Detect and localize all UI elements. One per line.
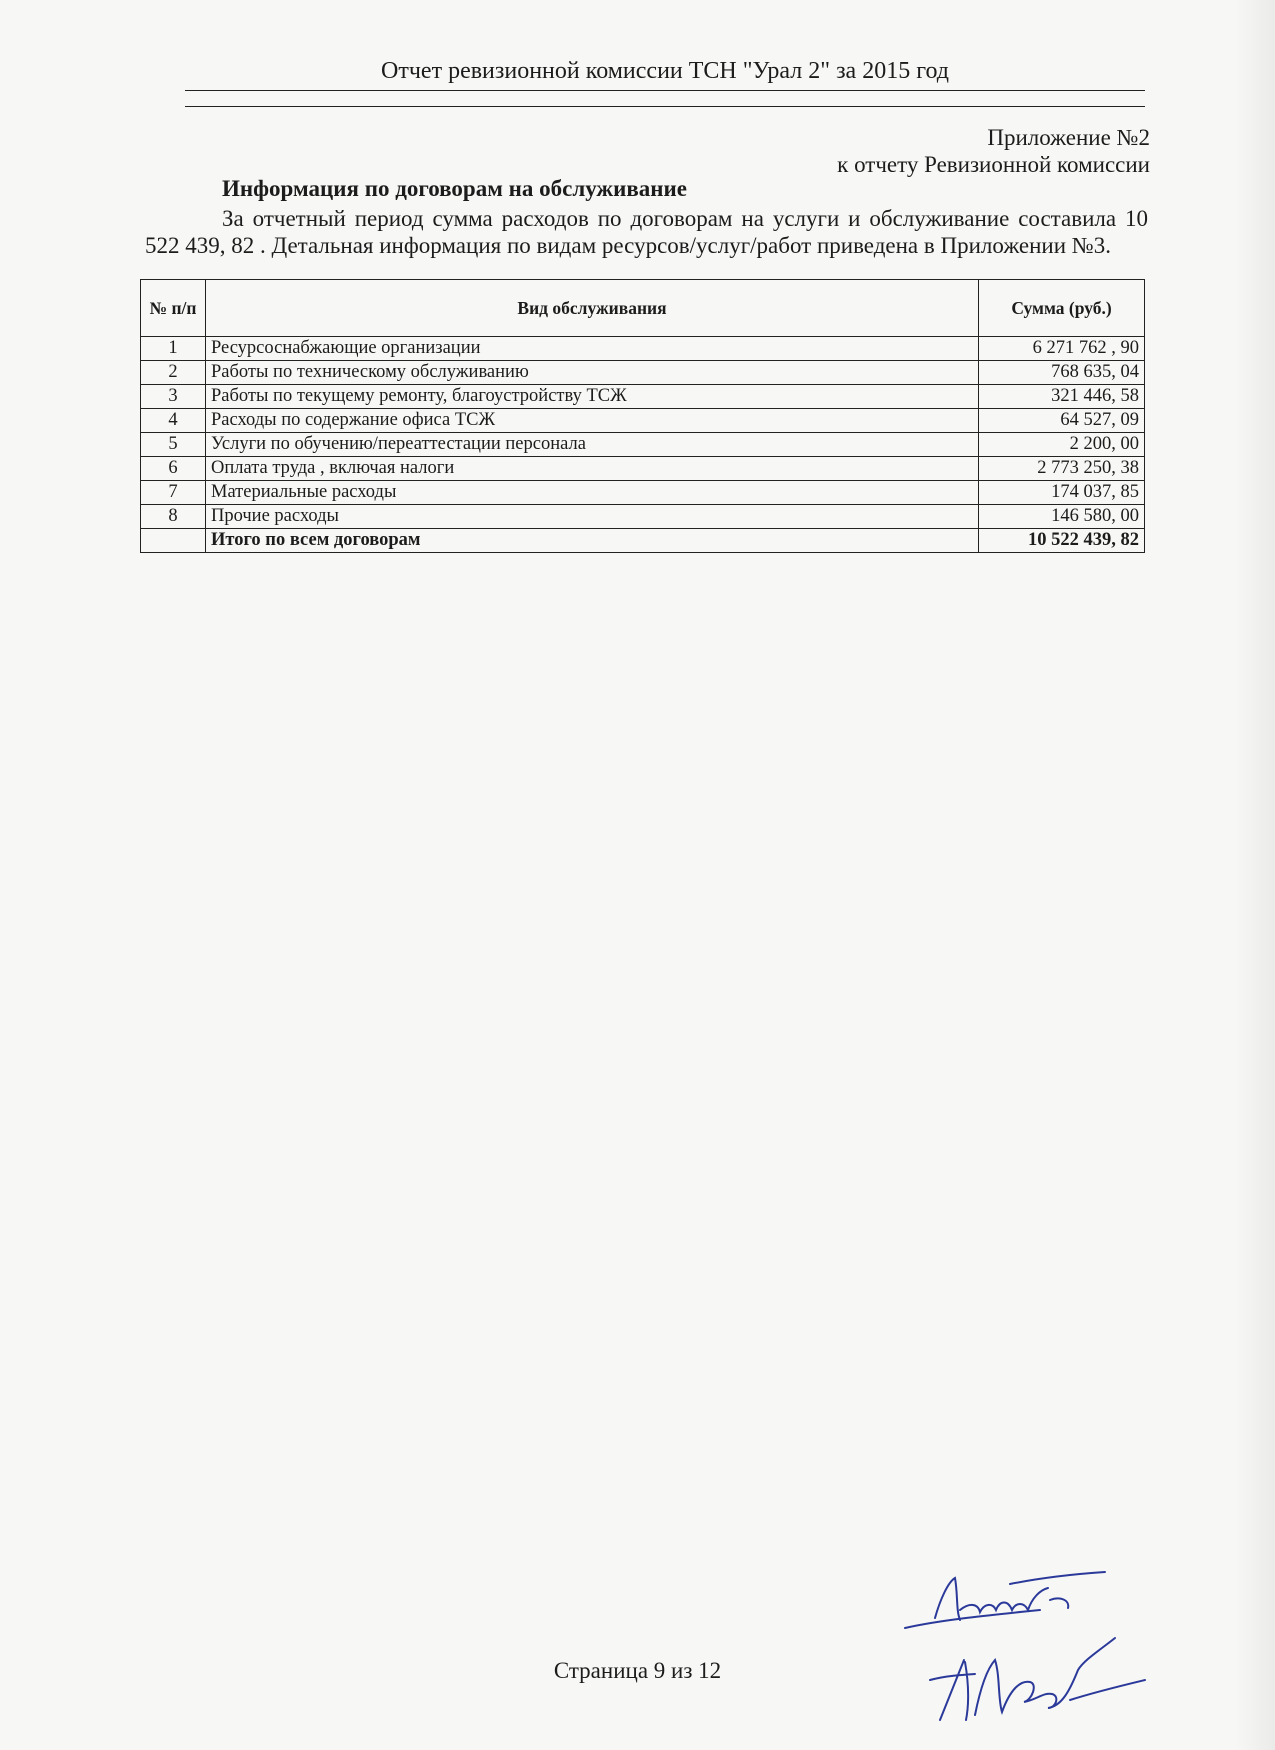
row-amount: 6 271 762 , 90 — [979, 337, 1145, 361]
table-row — [141, 337, 1145, 361]
row-amount: 321 446, 58 — [979, 385, 1145, 409]
row-number: 7 — [141, 481, 206, 505]
column-header-amount: Сумма (руб.) — [979, 280, 1145, 337]
total-amount: 10 522 439, 82 — [979, 529, 1145, 553]
row-service-name: Работы по техническому обслуживанию — [206, 361, 979, 385]
table-row — [141, 481, 1145, 505]
summary-paragraph: За отчетный период сумма расходов по договорам на услуги и обслуживание составила 10 522 439, 82 . Детальная информация по видам ресурсов/услуг/работ приведена в Приложении №3. — [145, 206, 1148, 258]
total-number-cell — [141, 529, 206, 553]
table-row — [141, 409, 1145, 433]
column-header-number: № п/п — [141, 280, 206, 337]
row-service-name: Услуги по обучению/переаттестации персонала — [206, 433, 979, 457]
row-number: 3 — [141, 385, 206, 409]
row-number: 1 — [141, 337, 206, 361]
row-service-name: Прочие расходы — [206, 505, 979, 529]
row-amount: 64 527, 09 — [979, 409, 1145, 433]
section-title: Информация по договорам на обслуживание — [222, 176, 687, 201]
header-rule-top — [185, 90, 1145, 91]
column-header-service-type: Вид обслуживания — [206, 280, 979, 337]
row-service-name: Ресурсоснабжающие организации — [206, 337, 979, 361]
page-number: Страница 9 из 12 — [553, 1658, 722, 1683]
scan-edge-shadow — [1235, 0, 1275, 1750]
total-label: Итого по всем договорам — [206, 529, 979, 553]
row-number: 2 — [141, 361, 206, 385]
row-service-name: Оплата труда , включая налоги — [206, 457, 979, 481]
row-number: 5 — [141, 433, 206, 457]
row-amount: 174 037, 85 — [979, 481, 1145, 505]
table-row — [141, 433, 1145, 457]
header-rule-bottom — [185, 106, 1145, 107]
row-number: 8 — [141, 505, 206, 529]
row-number: 4 — [141, 409, 206, 433]
row-amount: 768 635, 04 — [979, 361, 1145, 385]
row-service-name: Расходы по содержание офиса ТСЖ — [206, 409, 979, 433]
row-amount: 2 773 250, 38 — [979, 457, 1145, 481]
row-amount: 146 580, 00 — [979, 505, 1145, 529]
row-service-name: Работы по текущему ремонту, благоустройству ТСЖ — [206, 385, 979, 409]
row-amount: 2 200, 00 — [979, 433, 1145, 457]
table-row — [141, 505, 1145, 529]
appendix-reference: к отчету Ревизионной комиссии — [837, 152, 1150, 177]
services-table — [140, 279, 1145, 553]
row-service-name: Материальные расходы — [206, 481, 979, 505]
appendix-number: Приложение №2 — [987, 125, 1150, 150]
row-number: 6 — [141, 457, 206, 481]
table-row — [141, 457, 1145, 481]
table-header-row — [141, 280, 1145, 337]
table-row — [141, 385, 1145, 409]
table-total-row — [141, 529, 1145, 553]
table-row — [141, 361, 1145, 385]
report-header-title: Отчет ревизионной комиссии ТСН "Урал 2" за 2015 год — [381, 58, 949, 84]
